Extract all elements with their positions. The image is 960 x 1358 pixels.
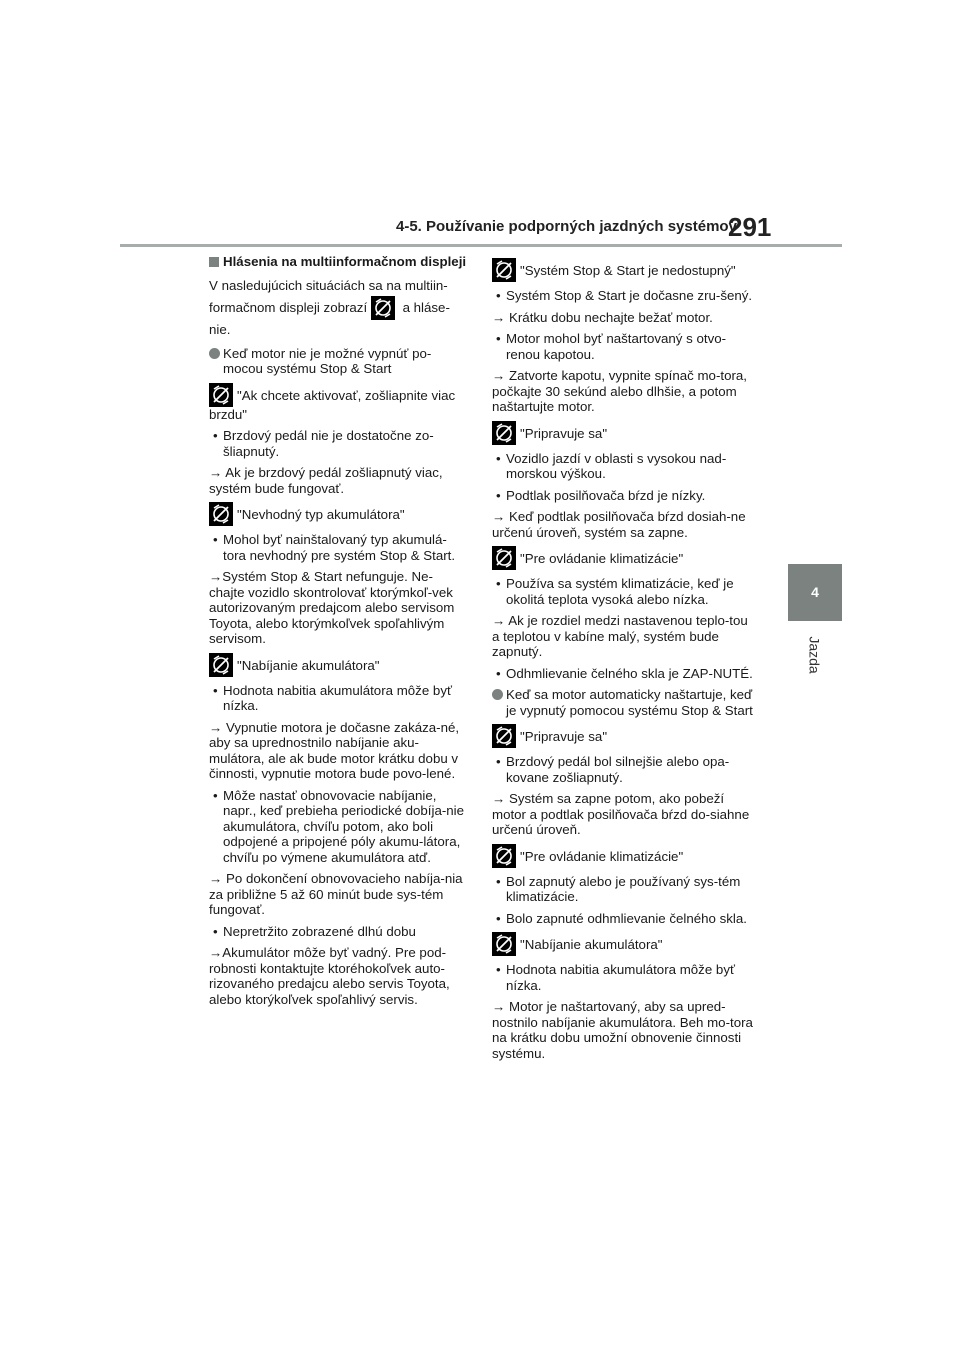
intro-text-after: a hláse-nie. bbox=[209, 299, 450, 337]
intro-paragraph bbox=[209, 276, 467, 340]
cause-bullet: • Nepretržito zobrazené dlhú dobu bbox=[213, 923, 416, 939]
chapter-tab: 4 bbox=[788, 564, 842, 621]
cause-text: Podtlak posilňovača bŕzd je nízky. bbox=[506, 487, 706, 503]
cause-text: Používa sa systém klimatizácie, keď je okolitá teplota vysoká alebo nízka. bbox=[506, 576, 734, 607]
stop-start-indicator-icon bbox=[492, 546, 516, 570]
action-note: → Systém sa zapne potom, ako pobeží motor a podtlak posilňovača bŕzd do-siahne určenú úroveň. bbox=[492, 791, 750, 837]
cause-text: Odhmlievanie čelného skla je ZAP-NUTÉ. bbox=[506, 665, 753, 681]
cause-text: Hodnota nabitia akumulátora môže byť nízka. bbox=[506, 962, 735, 993]
message-item bbox=[492, 421, 754, 445]
subheading bbox=[492, 687, 754, 718]
message-text: "Systém Stop & Start je nedostupný" bbox=[520, 263, 736, 278]
bullet-dot-marker bbox=[209, 348, 220, 359]
cause-bullet: • Vozidlo jazdí v oblasti s vysokou nad-morskou výškou. bbox=[496, 450, 727, 481]
stop-start-indicator-icon bbox=[209, 653, 233, 677]
message-text: "Ak chcete aktivovať, zošliapnite viac brzdu" bbox=[209, 387, 456, 422]
action-text: Krátku dobu nechajte bežať motor. bbox=[509, 309, 713, 325]
stop-start-indicator-icon bbox=[492, 932, 516, 956]
cause-text: Môže nastať obnovovacie nabíjanie, napr., keď prebieha periodické dobíja-nie akumulátora, chvíľu potom, ako boli odpojené a pripojené póly akumu-látora, chvíľu po výmene akumulátora atď. bbox=[223, 787, 465, 865]
cause-text: Vozidlo jazdí v oblasti s vysokou nad-morskou výškou. bbox=[506, 450, 727, 481]
stop-start-indicator-icon bbox=[492, 844, 516, 868]
page-number: 291 bbox=[728, 212, 772, 242]
message-text: "Pre ovládanie klimatizácie" bbox=[520, 848, 684, 864]
cause-text: Systém Stop & Start je dočasne zru-šený. bbox=[506, 288, 753, 303]
action-note: →Akumulátor môže byť vadný. Pre pod-robnosti kontaktujte ktoréhokoľvek auto-rizovaného predajcu alebo servis Toyota, alebo ktorýkoľvek spoľahlivý servis. bbox=[209, 945, 450, 1007]
action-text: Systém sa zapne potom, ako pobeží motor a podtlak posilňovača bŕzd do-siahne určenú úroveň. bbox=[492, 791, 750, 837]
intro-text-before: V nasledujúcich situáciách sa na multiin-formačnom displeji zobrazí bbox=[209, 277, 448, 315]
message-item bbox=[209, 653, 467, 677]
cause-bullet: • Hodnota nabitia akumulátora môže byť nízka. bbox=[213, 682, 452, 713]
cause-text: Brzdový pedál nie je dostatočne zo-šliapnutý. bbox=[223, 428, 434, 459]
message-text: "Pripravuje sa" bbox=[520, 729, 608, 744]
subheading-text: Keď sa motor automaticky naštartuje, keď je vypnutý pomocou systému Stop & Start bbox=[506, 687, 753, 718]
subheading-text: Keď motor nie je možné vypnúť po-mocou systému Stop & Start bbox=[223, 345, 432, 376]
action-text: Ak je brzdový pedál zošliapnutý viac, systém bude fungovať. bbox=[209, 465, 443, 496]
cause-bullet: • Bolo zapnuté odhmlievanie čelného skla. bbox=[496, 910, 747, 926]
chapter-label bbox=[784, 632, 846, 678]
message-item bbox=[492, 258, 754, 282]
action-text: Keď podtlak posilňovača bŕzd dosiah-ne určenú úroveň, systém sa zapne. bbox=[492, 509, 746, 540]
heading-square-marker bbox=[209, 257, 219, 267]
stop-start-indicator-icon bbox=[492, 421, 516, 445]
section-title: 4-5. Používanie podporných jazdných systémov bbox=[396, 218, 737, 235]
stop-start-indicator-icon bbox=[371, 296, 395, 320]
cause-bullet: • Odhmlievanie čelného skla je ZAP-NUTÉ. bbox=[496, 665, 753, 681]
action-text: Ak je rozdiel medzi nastavenou teplo-tou a teplotou v kabíne malý, systém bude zapnutý. bbox=[492, 613, 748, 659]
action-text: Akumulátor môže byť vadný. Pre pod-robnosti kontaktujte ktoréhokoľvek auto-rizovaného predajcu alebo servis Toyota, alebo ktorýkoľvek spoľahlivý servis. bbox=[209, 945, 450, 1007]
bullet-dot-marker bbox=[492, 689, 503, 700]
left-column bbox=[209, 254, 467, 1013]
action-note: → Ak je brzdový pedál zošliapnutý viac, systém bude fungovať. bbox=[209, 465, 443, 496]
cause-text: Hodnota nabitia akumulátora môže byť nízka. bbox=[223, 682, 452, 713]
cause-text: Mohol byť nainštalovaný typ akumulá-tora nevhodný pre systém Stop & Start. bbox=[223, 532, 456, 563]
message-item bbox=[492, 546, 754, 570]
cause-bullet: • Môže nastať obnovovacie nabíjanie, napr., keď prebieha periodické dobíja-nie akumulátora, chvíľu potom, ako boli odpojené a pripojené póly akumu-látora, chvíľu po výmene akumulátora atď. bbox=[213, 787, 465, 865]
stop-start-indicator-icon bbox=[492, 724, 516, 748]
action-text: Systém Stop & Start nefunguje. Ne-chajte vozidlo skontrolovať ktorýmkoľ-vek autorizovaným predajcom alebo servisom Toyota, alebo ktorýmkoľvek spoľahlivým servisom. bbox=[209, 569, 455, 646]
section-heading bbox=[209, 254, 467, 270]
section-heading-text: Hlásenia na multiinformačnom displeji bbox=[223, 254, 467, 269]
action-text: Motor je naštartovaný, aby sa upred-nostnilo nabíjanie akumulátora. Beh mo-tora na krátku dobu umožní obnovenie činnosti systému. bbox=[492, 999, 753, 1061]
cause-bullet: • Motor mohol byť naštartovaný s otvo-renou kapotou. bbox=[496, 331, 727, 362]
action-note: → Ak je rozdiel medzi nastavenou teplo-tou a teplotou v kabíne malý, systém bude zapnutý. bbox=[492, 613, 748, 659]
action-note: → Po dokončení obnovovacieho nabíja-nia za približne 5 až 60 minút bude sys-tém fungovať. bbox=[209, 871, 463, 917]
cause-bullet: • Bol zapnutý alebo je používaný sys-tém klimatizácie. bbox=[496, 873, 741, 904]
header-divider bbox=[120, 244, 842, 247]
message-item bbox=[209, 383, 467, 423]
message-text: "Pripravuje sa" bbox=[520, 425, 608, 441]
action-note: → Keď podtlak posilňovača bŕzd dosiah-ne určenú úroveň, systém sa zapne. bbox=[492, 509, 746, 540]
message-item bbox=[492, 724, 754, 748]
cause-bullet: • Hodnota nabitia akumulátora môže byť nízka. bbox=[496, 962, 735, 993]
message-text: "Nabíjanie akumulátora" bbox=[520, 937, 663, 952]
cause-text: Brzdový pedál bol silnejšie alebo opa-kovane zošliapnutý. bbox=[506, 754, 730, 785]
cause-bullet: • Brzdový pedál nie je dostatočne zo-šliapnutý. bbox=[213, 428, 434, 459]
action-note: → Motor je naštartovaný, aby sa upred-nostnilo nabíjanie akumulátora. Beh mo-tora na krátku dobu umožní obnovenie činnosti systému. bbox=[492, 999, 753, 1061]
action-note: → Zatvorte kapotu, vypnite spínač mo-tora, počkajte 30 sekúnd alebo dlhšie, a potom naštartujte motor. bbox=[492, 368, 747, 414]
message-item bbox=[492, 844, 754, 868]
stop-start-indicator-icon bbox=[209, 502, 233, 526]
stop-start-indicator-icon bbox=[209, 383, 233, 407]
chapter-label-text: Jazda bbox=[806, 636, 823, 674]
cause-bullet: • Brzdový pedál bol silnejšie alebo opa-kovane zošliapnutý. bbox=[496, 754, 730, 785]
subheading bbox=[209, 346, 467, 377]
message-text: "Pre ovládanie klimatizácie" bbox=[520, 551, 684, 566]
cause-text: Bol zapnutý alebo je používaný sys-tém klimatizácie. bbox=[506, 873, 741, 904]
cause-text: Bolo zapnuté odhmlievanie čelného skla. bbox=[506, 910, 747, 926]
stop-start-indicator-icon bbox=[492, 258, 516, 282]
cause-text: Nepretržito zobrazené dlhú dobu bbox=[223, 923, 416, 939]
message-text: "Nabíjanie akumulátora" bbox=[237, 657, 380, 673]
cause-bullet: • Používa sa systém klimatizácie, keď je okolitá teplota vysoká alebo nízka. bbox=[496, 576, 734, 607]
cause-bullet: • Systém Stop & Start je dočasne zru-šený. bbox=[496, 288, 753, 303]
cause-text: Motor mohol byť naštartovaný s otvo-renou kapotou. bbox=[506, 331, 727, 362]
message-item bbox=[209, 502, 467, 526]
cause-bullet: • Mohol byť nainštalovaný typ akumulá-tora nevhodný pre systém Stop & Start. bbox=[213, 532, 456, 563]
action-text: Vypnutie motora je dočasne zakáza-né, aby sa uprednostnilo nabíjanie aku-mulátora, ale ak bude motor krátku dobu v činnosti, vypnutie motora bude povo-lené. bbox=[209, 719, 460, 781]
action-note: → Krátku dobu nechajte bežať motor. bbox=[492, 309, 713, 325]
action-note: → Vypnutie motora je dočasne zakáza-né, aby sa uprednostnilo nabíjanie aku-mulátora, ale ak bude motor krátku dobu v činnosti, vypnutie motora bude povo-lené. bbox=[209, 719, 460, 781]
action-text: Zatvorte kapotu, vypnite spínač mo-tora, počkajte 30 sekúnd alebo dlhšie, a potom naštartujte motor. bbox=[492, 368, 747, 414]
action-text: Po dokončení obnovovacieho nabíja-nia za približne 5 až 60 minút bude sys-tém fungovať. bbox=[209, 871, 463, 917]
right-column bbox=[492, 254, 754, 1067]
cause-bullet: • Podtlak posilňovača bŕzd je nízky. bbox=[496, 487, 706, 503]
message-item bbox=[492, 932, 754, 956]
message-text: "Nevhodný typ akumulátora" bbox=[237, 507, 405, 522]
action-note: →Systém Stop & Start nefunguje. Ne-chajte vozidlo skontrolovať ktorýmkoľ-vek autorizovaným predajcom alebo servisom Toyota, alebo ktorýmkoľvek spoľahlivým servisom. bbox=[209, 569, 455, 646]
